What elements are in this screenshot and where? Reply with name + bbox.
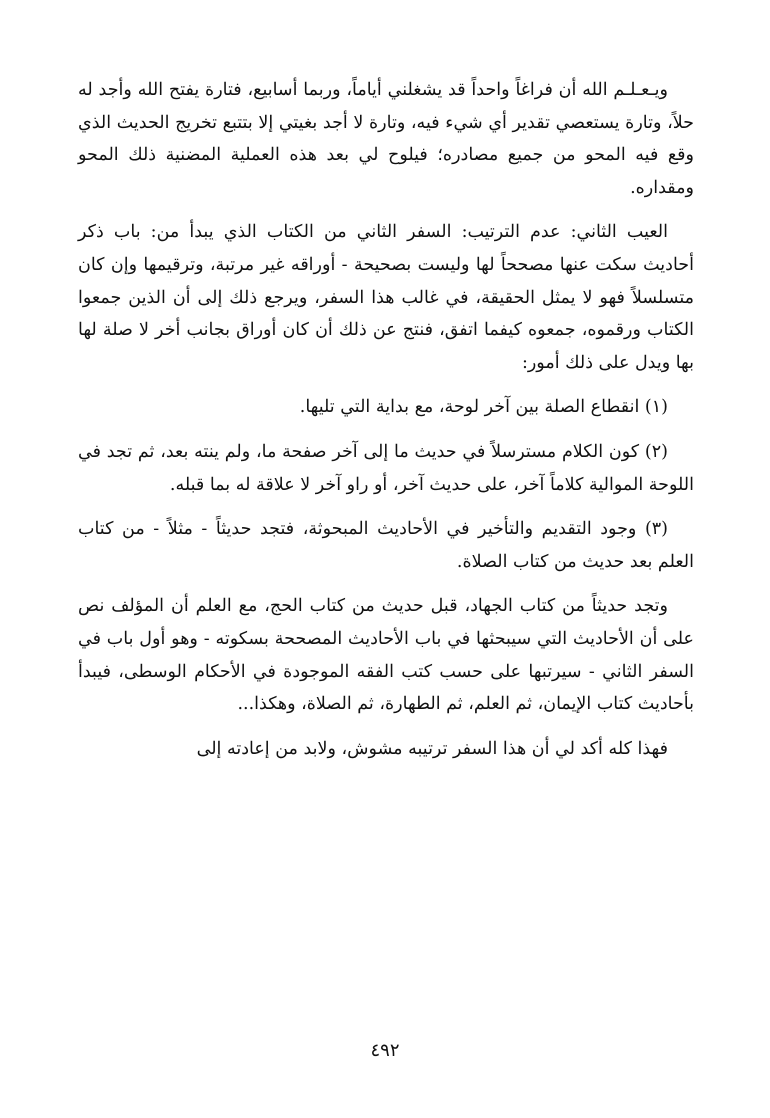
- page-body: [78, 74, 694, 777]
- paragraph-2: العيب الثاني: عدم الترتيب: السفر الثاني من الكتاب الذي يبدأ من: باب ذكر أحاديث سكت عنها مصححاً لها وليست بصحيحة - أوراقه غير مرتبة، وترقيمها وإن كان متسلسلاً فهو لا يمثل الحقيقة، في غالب هذا السفر، ويرجع ذلك إلى أن الذين جمعوا الكتاب ورقموه، جمعوه كيفما اتفق، فنتج عن ذلك أن كان أوراق بجانب أخر لا صلة لها بها ويدل على ذلك أمور:: [78, 222, 694, 373]
- list-item-2: (٢) كون الكلام مسترسلاً في حديث ما إلى آخر صفحة ما، ولم ينته بعد، ثم تجد في اللوحة الموالية كلاماً آخر، على حديث آخر، أو راو آخر لا علاقة له بما قبله.: [78, 441, 694, 495]
- paragraph-7: فهذا كله أكد لي أن هذا السفر ترتيبه مشوش، ولابد من إعادته إلى: [196, 738, 668, 759]
- paragraph-6: وتجد حديثاً من كتاب الجهاد، قبل حديث من كتاب الحج، مع العلم أن المؤلف نص على أن الأحاديث التي سيبحثها في باب الأحاديث المصححة بسكوته - وهو أول باب في السفر الثاني - سيرتبها على حسب كتب الفقه الموجودة في الأحكام الوسطى، فيبدأ بأحاديث كتاب الإيمان، ثم العلم، ثم الطهارة، ثم الصلاة، وهكذا...: [78, 596, 694, 715]
- paragraph-1: ويـعـلـم الله أن فراغاً واحداً قد يشغلني أياماً، وربما أسابيع، فتارة يفتح الله وأجد له حلاً، وتارة يستعصي تقدير أي شيء فيه، وتارة لا أجد بغيتي إلا بتتبع تخريج الحديث الذي وقع فيه المحو من جميع مصادره؛ فيلوح لي بعد هذه العملية المضنية ذلك المحو ومقداره.: [78, 80, 694, 198]
- list-item-3: (٣) وجود التقديم والتأخير في الأحاديث المبحوثة، فتجد حديثاً - مثلاً - من كتاب العلم بعد حديث من كتاب الصلاة.: [78, 519, 694, 572]
- page-number: ٤٩٢: [370, 1040, 400, 1061]
- list-item-1: (١) انقطاع الصلة بين آخر لوحة، مع بداية التي تليها.: [299, 397, 668, 418]
